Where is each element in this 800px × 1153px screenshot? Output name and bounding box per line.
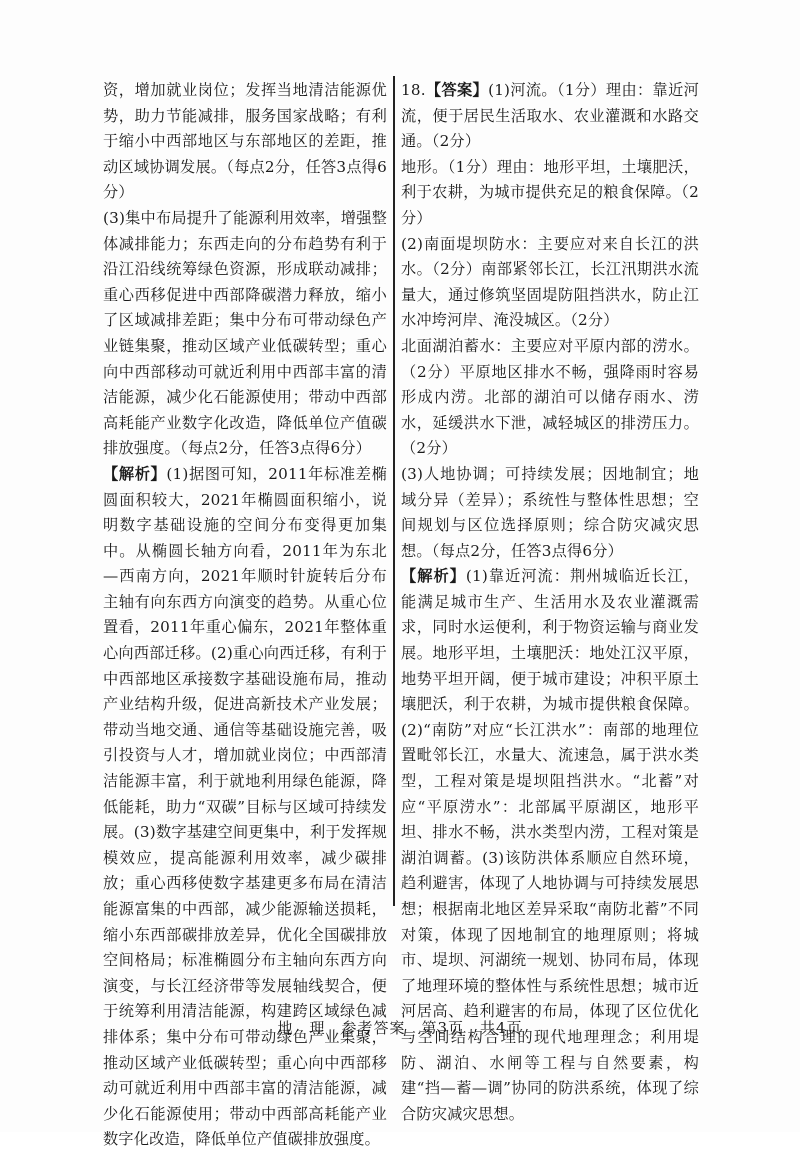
left-analysis-label: 【解析】 [103, 464, 167, 483]
left-answer-part-3: (3)集中布局提升了能源利用效率，增强整体减排能力；东西走向的分布趋势有利于沿江沿线统筹绿色资源，形成联动减排；重心西移促进中西部降碳潜力释放，缩小了区域减排差距；集中分布可带动绿色产业链集聚，推动区域产业低碳转型；重心向中西部移动可就近利用中西部丰富的清洁能源，减少化石能源使用；带动中西部高耗能产业数字化改造，降低单位产值碳排放强度。（每点2分，任答3点得6分） [103, 208, 387, 458]
analysis-label: 【解析】 [401, 567, 466, 586]
q18-answer-part-2a: (2)南面堤坝防水：主要应对来自长江的洪水。（2分）南部紧邻长江，长江汛期洪水流量大，通过修筑坚固堤防阻挡洪水，防止江水冲垮河岸、淹没城区。（2分） [401, 234, 699, 330]
question-number: 18. [401, 81, 426, 99]
answer-label: 【答案】 [425, 81, 489, 99]
left-column [103, 78, 387, 1153]
page-footer: 地 理 参考答案 第3页 共4页 [277, 1019, 523, 1037]
left-answer-continuation: 资，增加就业岗位；发挥当地清洁能源优势，助力节能减排，服务国家战略；有利于缩小中西部地区与东部地区的差距，推动区域协调发展。（每点2分，任答3点得6分） [103, 81, 387, 202]
q18-answer-part-1b: 地形。（1分）理由：地形平坦，土壤肥沃，利于农耕，为城市提供充足的粮食保障。（2分） [401, 157, 699, 227]
q18-answer-part-1a [401, 78, 699, 155]
q18-answer-1a-text: (1)河流。（1分）理由：靠近河流，便于居民生活取水、农业灌溉和水路交通。（2分） [401, 81, 699, 151]
q18-answer-part-2b: 北面湖泊蓄水：主要应对平原内部的涝水。（2分）平原地区排水不畅，强降雨时容易形成内涝。北部的湖泊可以储存雨水、涝水，延缓洪水下泄，减轻城区的排涝压力。（2分） [401, 336, 699, 458]
q18-analysis [401, 564, 699, 1127]
column-divider [393, 76, 395, 906]
q18-analysis-text: (1)靠近河流：荆州城临近长江，能满足城市生产、生活用水及农业灌溉需求，同时水运便利，利于物资运输与商业发展。地形平坦，土壤肥沃：地处江汉平原，地势平坦开阔，便于城市建设；冲积平原土壤肥沃，利于农耕，为城市提供粮食保障。(2)“南防”对应“长江洪水”：南部的地理位置毗邻长江，水量大、流速急，属于洪水类型，工程对策是堤坝阻挡洪水。“北蓄”对应“平原涝水”：北部属平原湖区，地形平坦、排水不畅，洪水类型内涝，工程对策是湖泊调蓄。(3)该防洪体系顺应自然环境，趋利避害，体现了人地协调与可持续发展思想；根据南北地区差异采取“南防北蓄”不同对策，体现了因地制宜的地理原则；将城市、堤坝、河湖统一规划、协同布局，体现了地理环境的整体性与系统性思想；城市近河居高、趋利避害的布局，体现了区位优化与空间结构合理的现代地理理念；利用堤防、湖泊、水闸等工程与自然要素，构建“挡—蓄—调”协同的防洪系统，体现了综合防灾减灾思想。 [401, 567, 699, 1123]
left-analysis-text: (1)据图可知，2011年标准差椭圆面积较大，2021年椭圆面积缩小，说明数字基础设施的空间分布变得更加集中。从椭圆长轴方向看，2011年为东北—西南方向，2021年顺时针旋转后分布主轴有向东西方向演变的趋势。从重心位置看，2011年重心偏东，2021年整体重心向西部迁移。(2)重心向西迁移，有利于中西部地区承接数字基础设施布局，推动产业结构升级，促进高新技术产业发展；带动当地交通、通信等基础设施完善，吸引投资与人才，增加就业岗位；中西部清洁能源丰富，利于就地利用绿色能源，降低能耗，助力“双碳”目标与区域可持续发展。(3)数字基建空间更集中，利于发挥规模效应，提高能源利用效率，减少碳排放；重心西移使数字基建更多布局在清洁能源富集的中西部，减少能源输送损耗，缩小东西部碳排放差异，优化全国碳排放空间格局；标准椭圆分布主轴向东西方向演变，与长江经济带等发展轴线契合，便于统筹利用清洁能源，构建跨区域绿色减排体系；集中分布可带动绿色产业集聚，推动区域产业低碳转型；重心向中西部移动可就近利用中西部丰富的清洁能源，减少化石能源使用；带动中西部高耗能产业数字化改造，降低单位产值碳排放强度。 [103, 464, 387, 1149]
left-analysis [103, 462, 387, 1153]
right-column [401, 78, 699, 1127]
q18-answer-part-3: (3)人地协调；可持续发展；因地制宜；地域分异（差异）；系统性与整体性思想；空间规划与区位选择原则；综合防灾减灾思想。（每点2分，任答3点得6分） [401, 464, 699, 560]
